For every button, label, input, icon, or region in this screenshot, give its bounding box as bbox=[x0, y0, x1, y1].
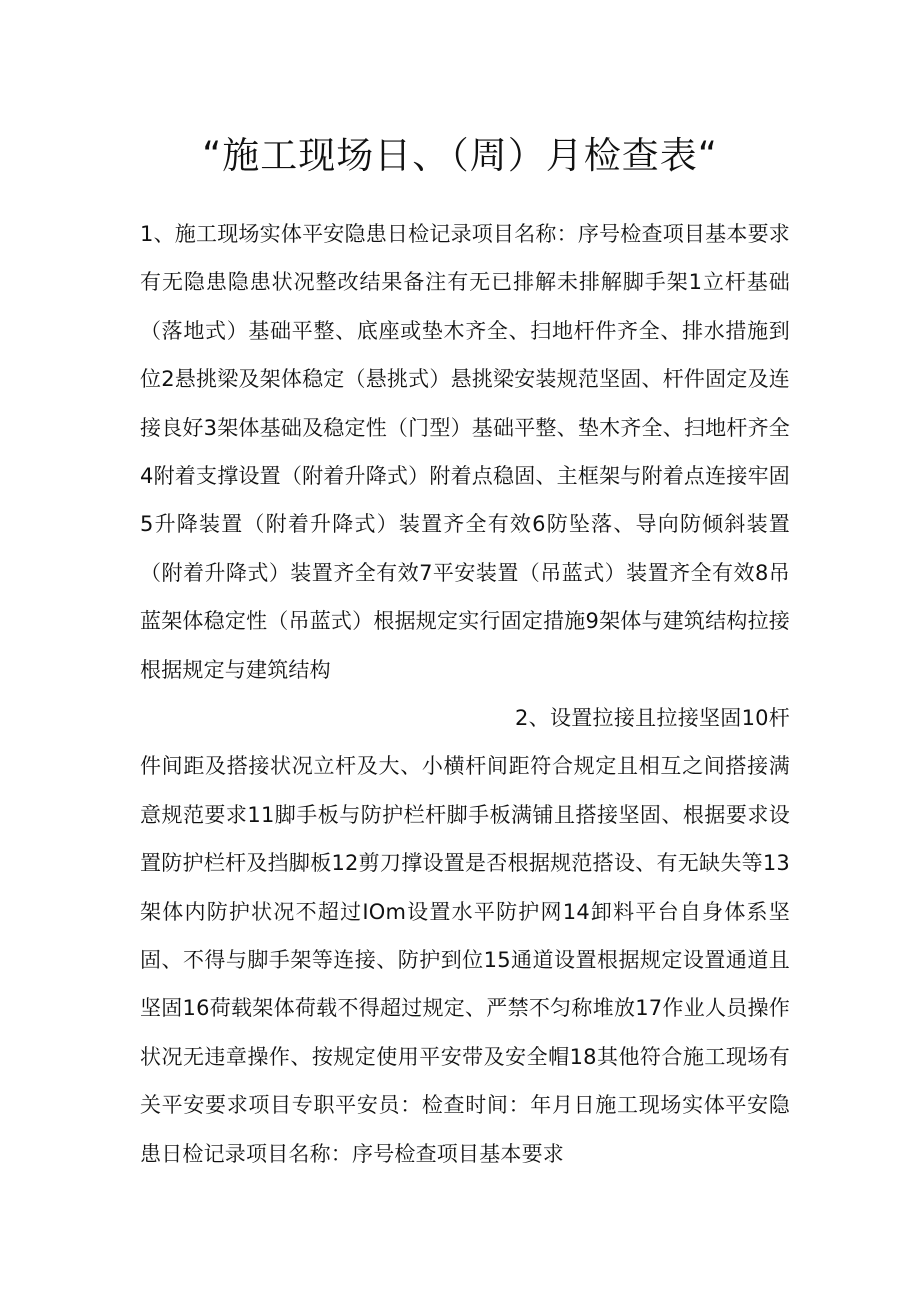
page-title: “施工现场日、（周）月检查表“ bbox=[202, 134, 718, 177]
paragraph-2: 2、设置拉接且拉接坚固10杆件间距及搭接状况立杆及大、小横杆间距符合规定且相互之间搭接满意规范要求11脚手板与防护栏杆脚手板满铺且搭接坚固、根据要求设置防护栏杆及挡脚板12剪刀撑设置是否根据规范搭设、有无缺失等13架体内防护状况不超过IOm设置水平防护网14卸料平台自身体系坚固、不得与脚手架等连接、防护到位15通道设置根据规定设置通道且坚固16荷载架体荷载不得超过规定、严禁不匀称堆放17作业人员操作状况无违章操作、按规定使用平安带及安全帽18其他符合施工现场有关平安要求项目专职平安员：检查时间：年月日施工现场实体平安隐患日检记录项目名称：序号检查项目基本要求 bbox=[140, 706, 790, 1166]
paragraph-1: 1、施工现场实体平安隐患日检记录项目名称：序号检查项目基本要求有无隐患隐患状况整改结果备注有无已排解未排解脚手架1立杆基础（落地式）基础平整、底座或垫木齐全、扫地杆件齐全、排水措施到位2悬挑梁及架体稳定（悬挑式）悬挑梁安装规范坚固、杆件固定及连接良好3架体基础及稳定性（门型）基础平整、垫木齐全、扫地杆齐全4附着支撑设置（附着升降式）附着点稳固、主框架与附着点连接牢固5升降装置（附着升降式）装置齐全有效6防坠落、导向防倾斜装置（附着升降式）装置齐全有效7平安装置（吊蓝式）装置齐全有效8吊蓝架体稳定性（吊蓝式）根据规定实行固定措施9架体与建筑结构拉接根据规定与建筑结构 bbox=[140, 222, 790, 682]
